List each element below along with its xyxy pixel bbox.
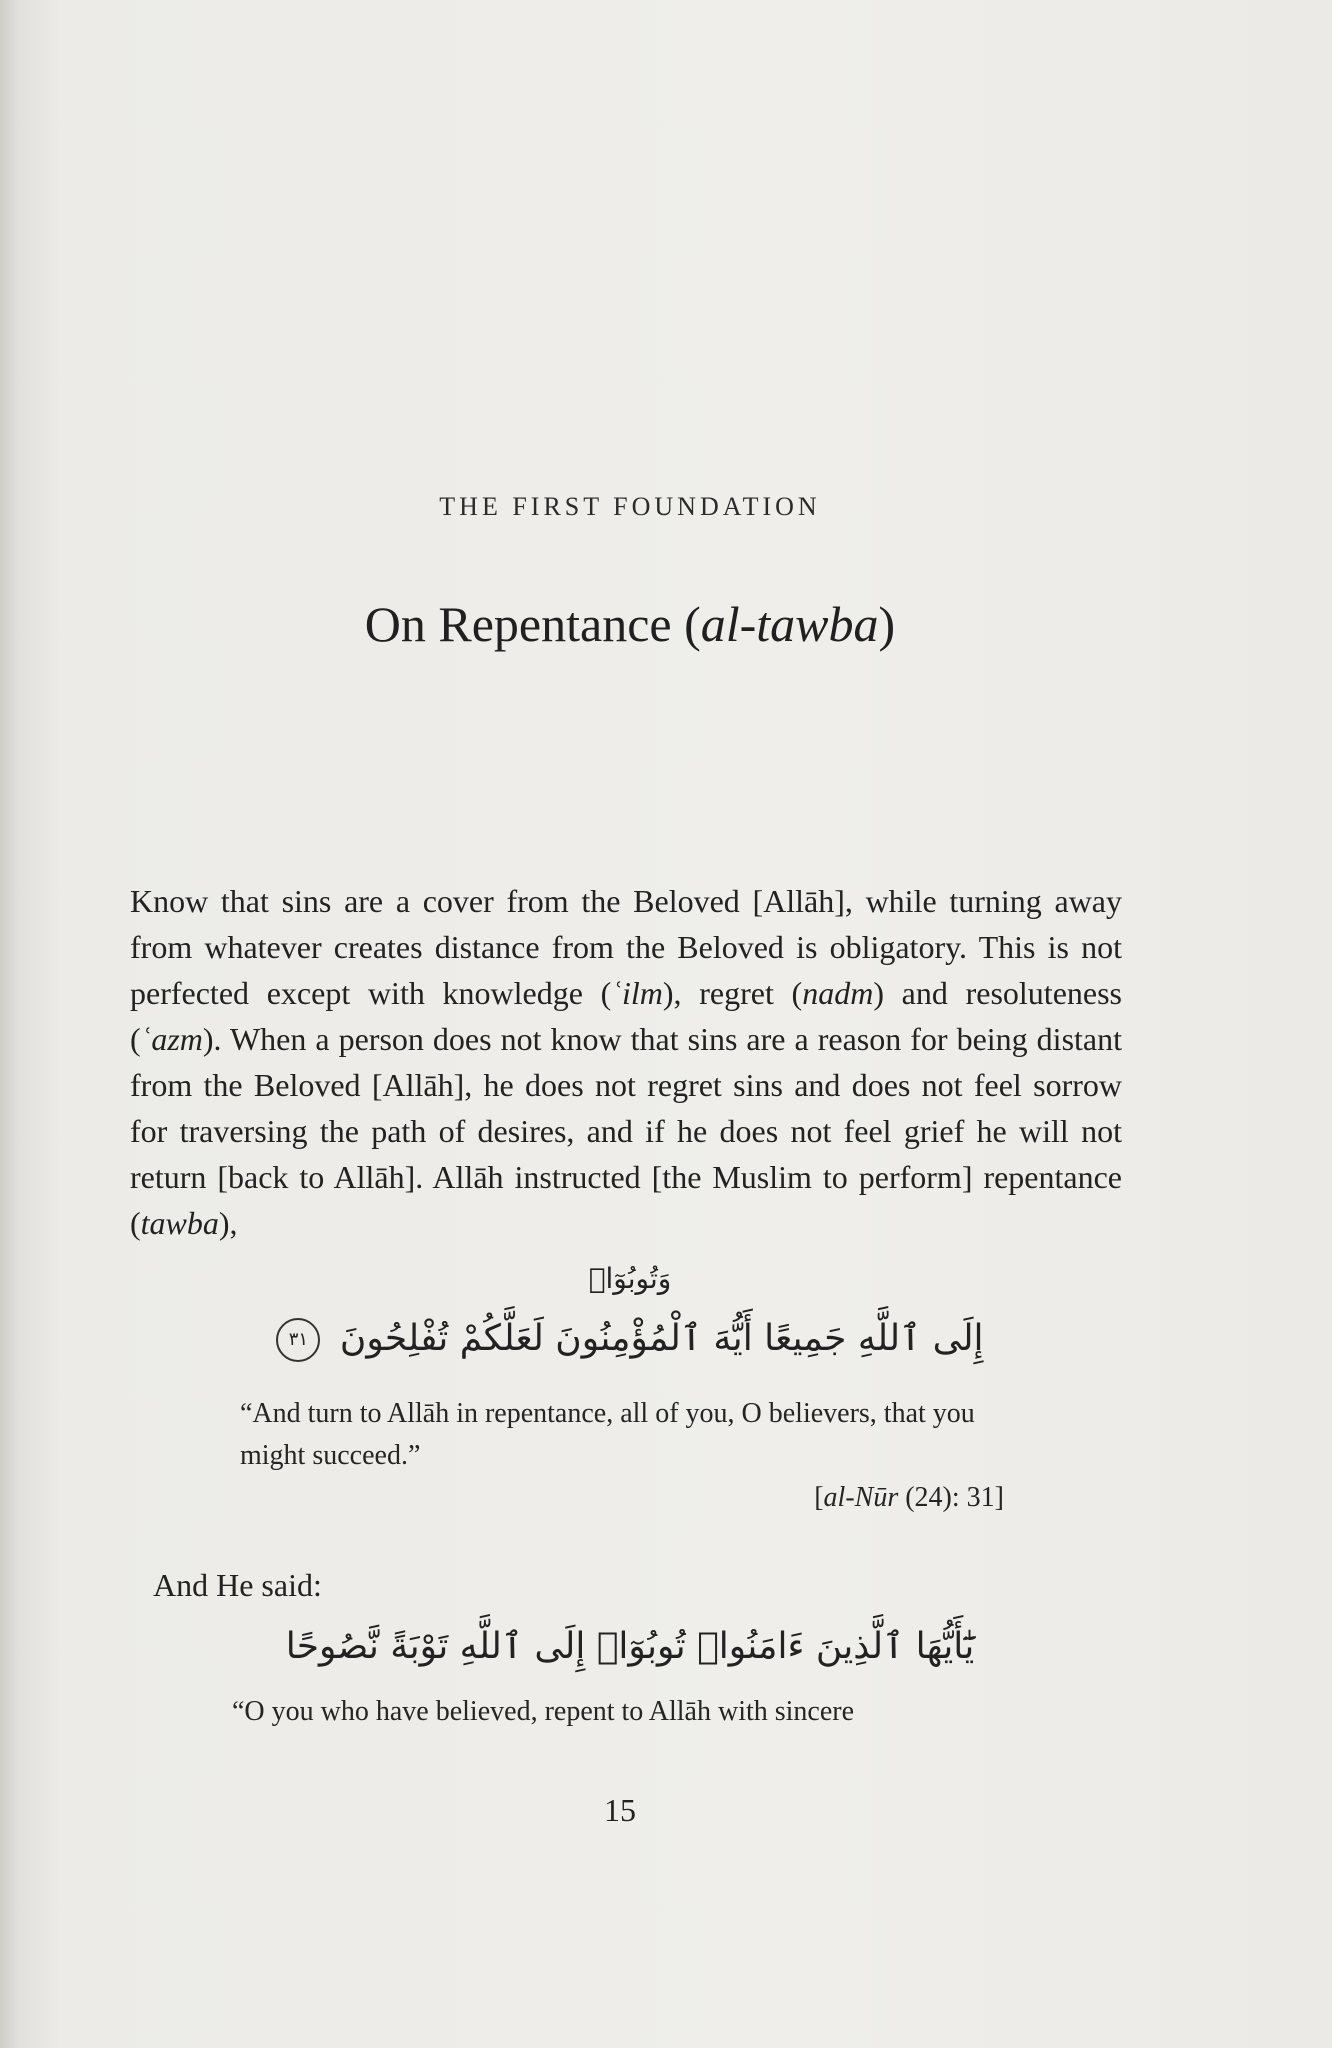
verse1-arabic-text: إِلَى ٱللَّهِ جَمِيعًا أَيُّهَ ٱلْمُؤْمِنُونَ لَعَلَّكُمْ تُفْلِحُونَ [339,1318,984,1359]
term-tawba: tawba [140,1205,219,1241]
paragraph-text-1: Know that sins are a cover from the Beloved [Allāh], while turning away from whatever creates distance from the Beloved is obligatory. This is not perfected except with knowledge ( [130,883,1122,1011]
verse2-translation: “O you who have believed, repent to Allāh with sincere [232,1696,855,1727]
citation-surah: al-Nūr [823,1482,899,1513]
chapter-title-open-paren: ( [671,596,701,652]
chapter-title-main: On Repentance [364,596,672,652]
paragraph-text-3: ) and resoluteness ( [130,975,1122,1057]
paragraph-text-5: ), [218,1205,238,1241]
chapter-title-transliteration: al-tawba [700,596,879,652]
verse1-citation [640,1482,1004,1514]
paragraph-text-2: ), regret ( [662,975,803,1011]
verse1-translation: “And turn to Allāh in repentance, all of you, O believers, that you might succeed.” [240,1398,975,1471]
chapter-title-close-paren: ) [878,596,896,652]
verse1-arabic-main [0,1318,1260,1362]
lead-in-text: And He said: [153,1567,322,1603]
citation-open-bracket: [ [814,1482,824,1513]
verse1-arabic-top: وَتُوبُوٓا۟ [588,1262,672,1295]
page-number: 15 [604,1792,636,1828]
section-label: THE FIRST FOUNDATION [439,492,821,521]
verse2-arabic: يَٰٓأَيُّهَا ٱلَّذِينَ ءَامَنُوا۟ تُوبُوٓا۟ إِلَى ٱللَّهِ تَوْبَةً نَّصُوحًا [285,1626,975,1667]
paragraph-text-4: ). When a person does not know that sins are a reason for being distant from the Beloved [Allāh], he does not regret sins and does not feel sorrow for traversing the path of desires, and if he does not feel grief he will not return [back to Allāh]. Allāh instructed [the Muslim to perform] repentance ( [130,1021,1122,1241]
term-nadm: nadm [802,975,874,1011]
term-ilm: ʿilm [611,975,663,1011]
citation-reference: (24): 31] [898,1482,1004,1513]
chapter-title [0,595,1260,653]
verse-number-mark: ٣١ [276,1318,320,1362]
term-azm: ʿazm [140,1021,203,1057]
body-paragraph [130,878,1122,1246]
